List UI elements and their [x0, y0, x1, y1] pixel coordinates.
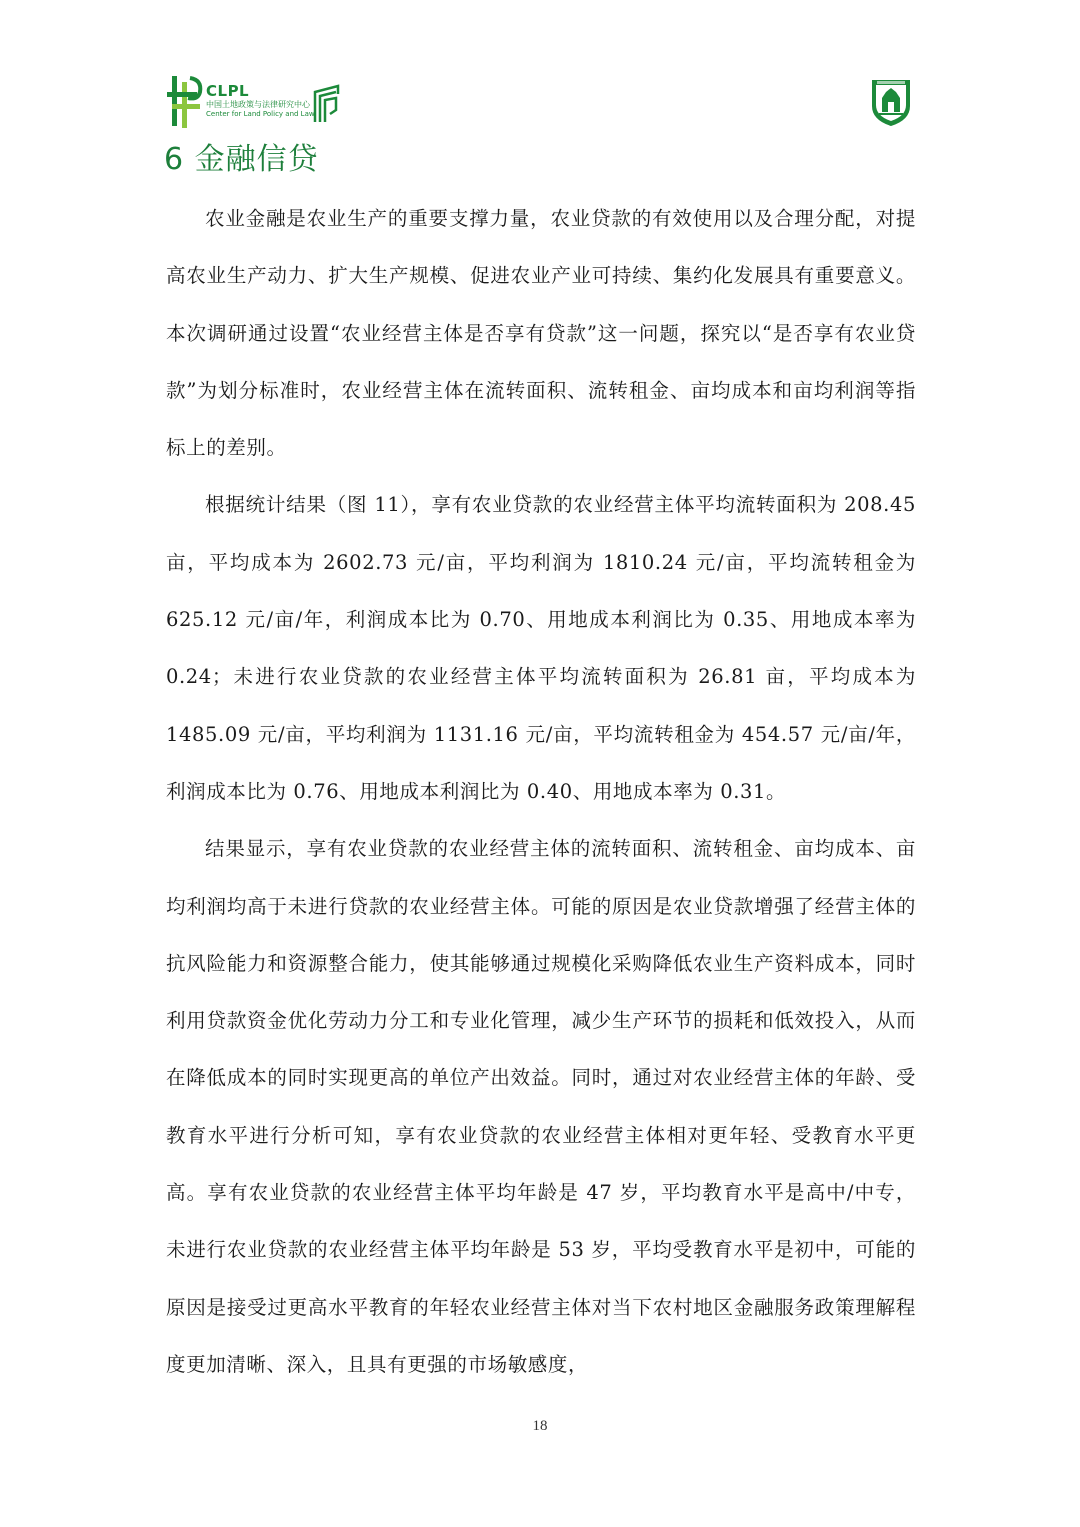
university-emblem-icon	[868, 76, 914, 128]
paragraph-1: 农业金融是农业生产的重要支撑力量，农业贷款的有效使用以及合理分配，对提高农业生产动力、扩大生产规模、促进农业产业可持续、集约化发展具有重要意义。本次调研通过设置“农业经营主体是否享有贷款”这一问题，探究以“是否享有农业贷款”为划分标准时，农业经营主体在流转面积、流转租金、亩均成本和亩均利润等指标上的差别。	[166, 207, 916, 460]
section-title: 6 金融信贷	[164, 142, 319, 177]
clpl-logo	[166, 70, 366, 132]
page-number: 18	[532, 1418, 548, 1434]
building-outline-icon	[312, 84, 344, 124]
clpl-name-cn: 中国土地政策与法律研究中心	[206, 100, 310, 109]
clpl-abbr: CLPL	[206, 82, 250, 100]
paragraph-2: 根据统计结果（图 11），享有农业贷款的农业经营主体平均流转面积为 208.45 亩，平均成本为 2602.73 元/亩，平均利润为 1810.24 元/亩，平均流转租金为 625.12 元/亩/年，利润成本比为 0.70、用地成本利润比为 0.35、用地成本率为 0.24；未进行农业贷款的农业经营主体平均流转面积为 26.81 亩，平均成本为 1485.09 元/亩，平均利润为 1131.16 元/亩，平均流转租金为 454.57 元/亩/年，利润成本比为 0.76、用地成本利润比为 0.40、用地成本率为 0.31。	[166, 493, 916, 803]
clpl-name-en: Center for Land Policy and Law	[206, 110, 315, 118]
clpl-mark-icon	[166, 74, 206, 130]
body-text	[166, 190, 916, 1393]
paragraph-3: 结果显示，享有农业贷款的农业经营主体的流转面积、流转租金、亩均成本、亩均利润均高于未进行贷款的农业经营主体。可能的原因是农业贷款增强了经营主体的抗风险能力和资源整合能力，使其能够通过规模化采购降低农业生产资料成本，同时利用贷款资金优化劳动力分工和专业化管理，减少生产环节的损耗和低效投入，从而在降低成本的同时实现更高的单位产出效益。同时，通过对农业经营主体的年龄、受教育水平进行分析可知，享有农业贷款的农业经营主体相对更年轻、受教育水平更高。享有农业贷款的农业经营主体平均年龄是 47 岁，平均教育水平是高中/中专，未进行农业贷款的农业经营主体平均年龄是 53 岁，平均受教育水平是初中，可能的原因是接受过更高水平教育的年轻农业经营主体对当下农村地区金融服务政策理解程度更加清晰、深入，且具有更强的市场敏感度，	[166, 837, 916, 1376]
page-header	[166, 70, 914, 132]
